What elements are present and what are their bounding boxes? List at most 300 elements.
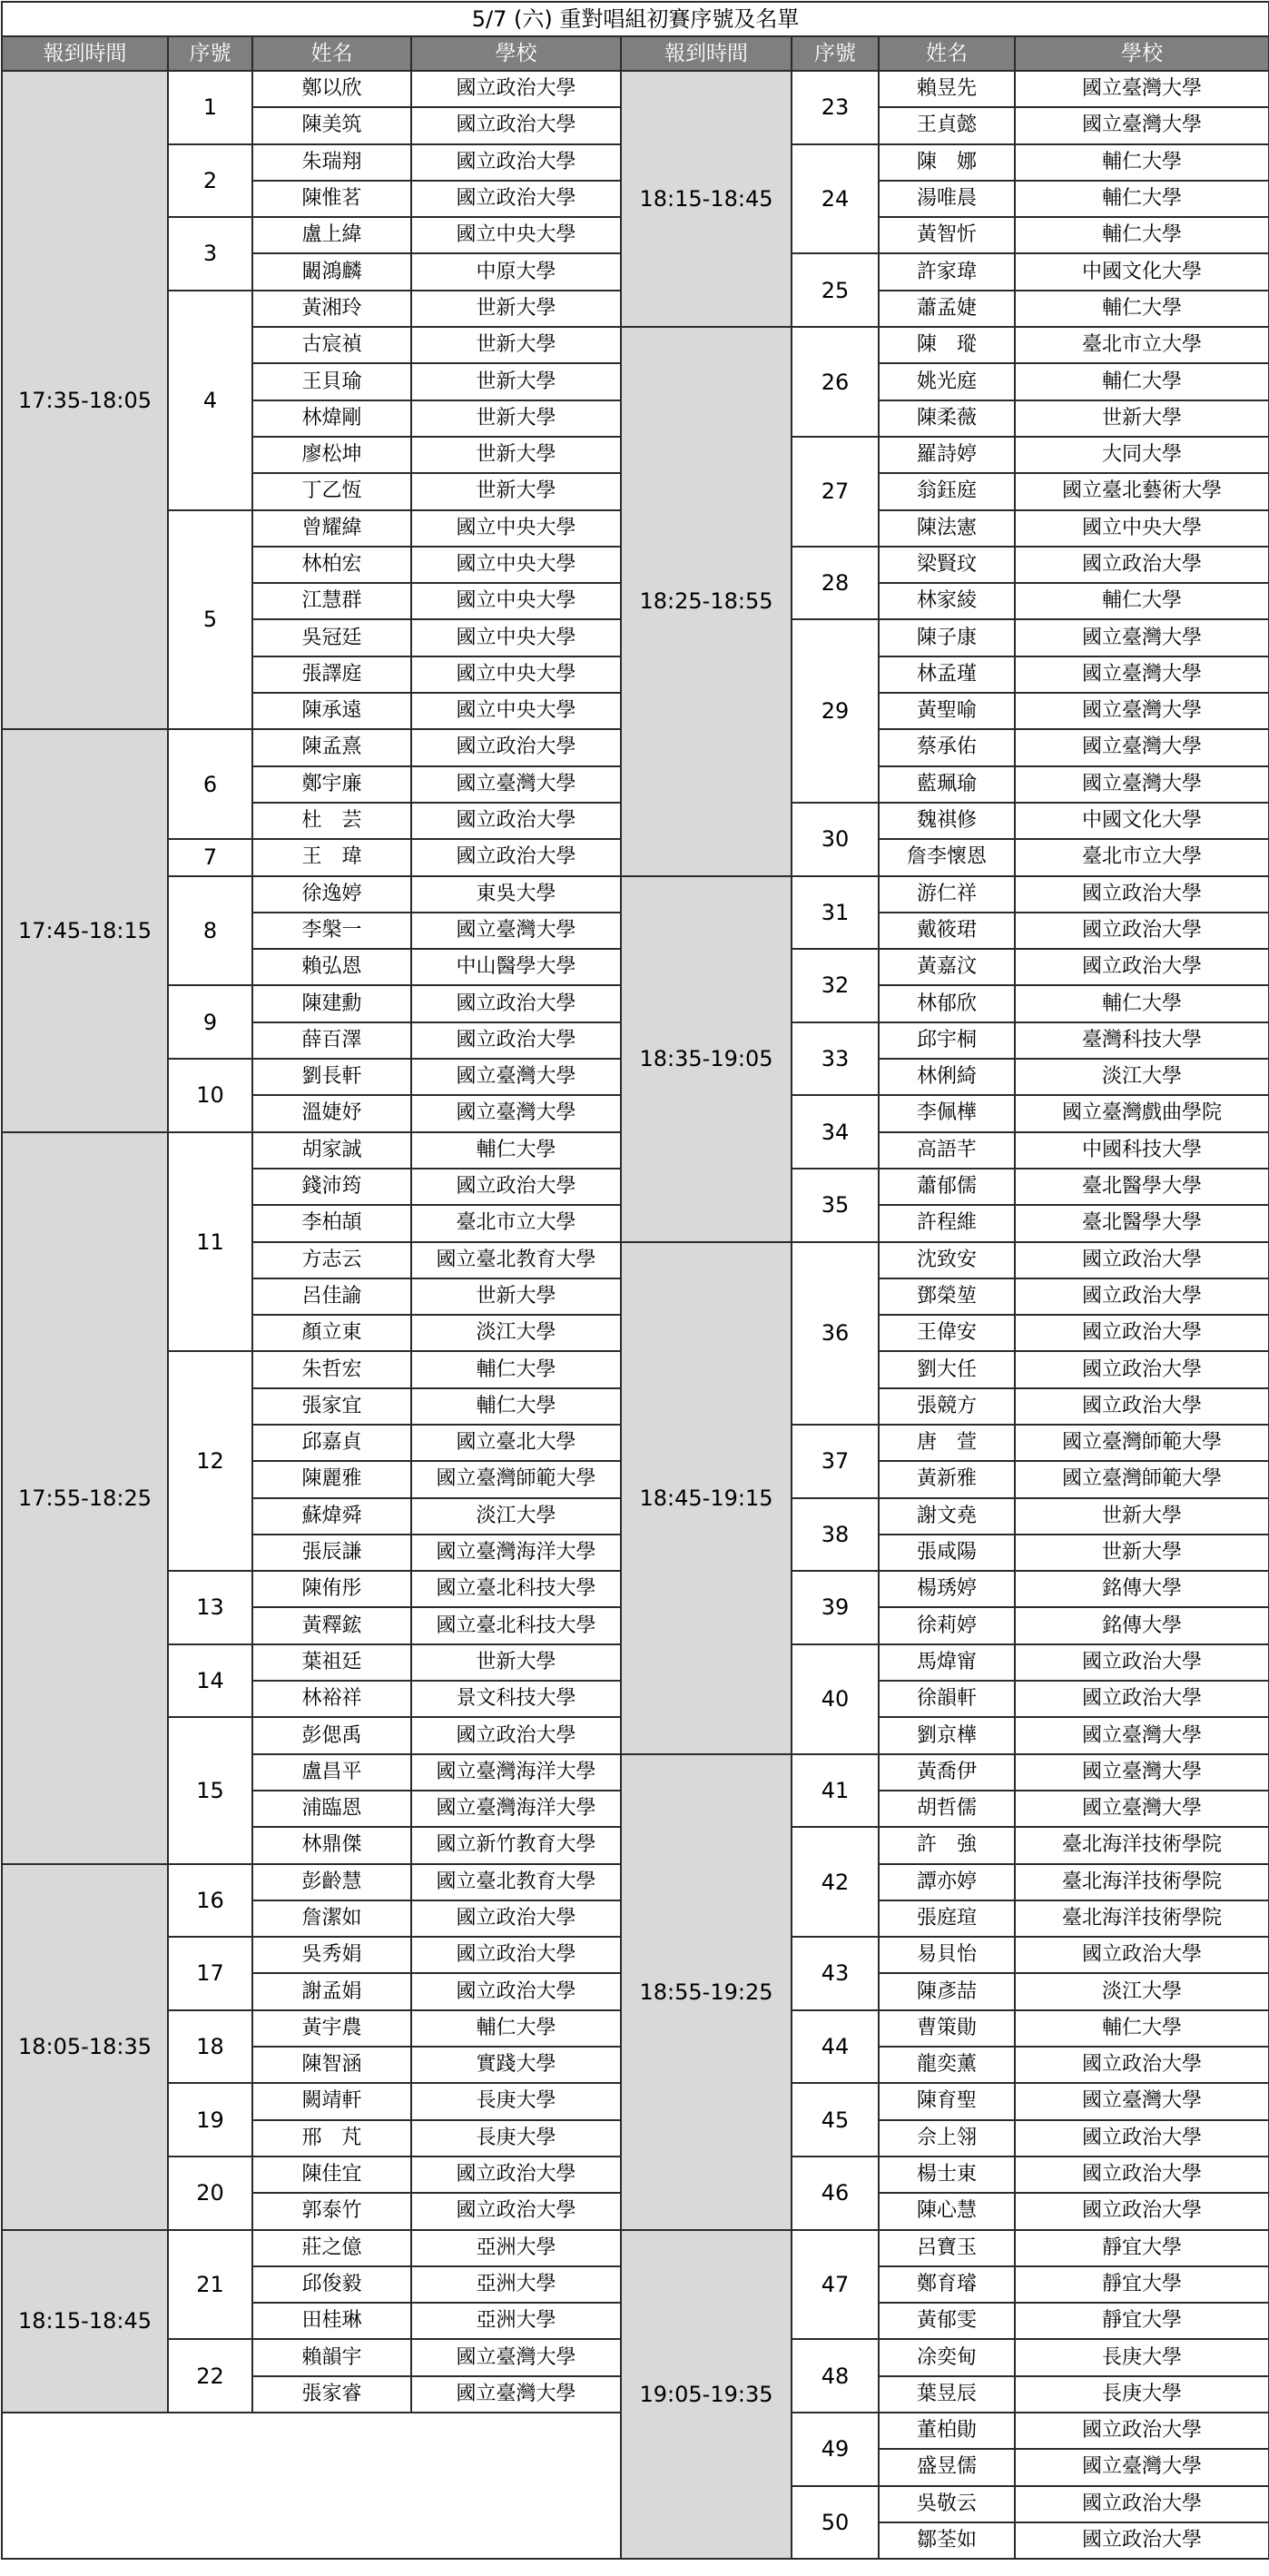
header-school: 學校 xyxy=(1015,36,1269,71)
member-school: 國立中央大學 xyxy=(411,583,621,619)
member-name: 方志云 xyxy=(252,1242,411,1278)
member-school: 臺北海洋技術學院 xyxy=(1015,1827,1269,1863)
member-name: 張庭瑄 xyxy=(879,1900,1015,1937)
member-school: 國立臺灣師範大學 xyxy=(1015,1425,1269,1461)
member-name: 陳智涵 xyxy=(252,2047,411,2083)
member-name: 馬煒甯 xyxy=(879,1644,1015,1681)
member-school: 臺北市立大學 xyxy=(1015,327,1269,363)
group-seq-number: 20 xyxy=(168,2157,252,2230)
member-name: 黃嘉汶 xyxy=(879,949,1015,985)
member-school: 亞洲大學 xyxy=(411,2266,621,2303)
member-name: 謝文堯 xyxy=(879,1498,1015,1535)
member-school: 靜宜大學 xyxy=(1015,2266,1269,2303)
member-name: 黃聖喻 xyxy=(879,693,1015,729)
member-name: 王偉安 xyxy=(879,1315,1015,1351)
member-school: 國立政治大學 xyxy=(411,1717,621,1753)
member-name: 呂佳諭 xyxy=(252,1278,411,1315)
member-name: 徐韻軒 xyxy=(879,1681,1015,1717)
member-school: 國立臺灣大學 xyxy=(411,1095,621,1131)
checkin-time: 17:45-18:15 xyxy=(2,729,168,1131)
member-name: 陳柔薇 xyxy=(879,400,1015,437)
group-seq-number: 7 xyxy=(168,839,252,875)
member-school: 國立臺北科技大學 xyxy=(411,1607,621,1643)
member-school: 國立政治大學 xyxy=(411,2193,621,2229)
member-school: 國立中央大學 xyxy=(411,619,621,656)
member-name: 陳 娜 xyxy=(879,144,1015,181)
group-seq-number: 36 xyxy=(792,1242,879,1425)
member-school: 景文科技大學 xyxy=(411,1681,621,1717)
member-name: 陳建勳 xyxy=(252,985,411,1022)
member-school: 國立政治大學 xyxy=(1015,1278,1269,1315)
group-seq-number: 28 xyxy=(792,547,879,620)
member-name: 賴弘恩 xyxy=(252,949,411,985)
member-name: 古宸禎 xyxy=(252,327,411,363)
member-school: 輔仁大學 xyxy=(1015,181,1269,217)
group-seq-number: 45 xyxy=(792,2083,879,2157)
member-school: 國立臺灣大學 xyxy=(1015,71,1269,107)
group-seq-number: 47 xyxy=(792,2230,879,2340)
member-name: 錢沛筠 xyxy=(252,1169,411,1205)
header-name: 姓名 xyxy=(879,36,1015,71)
member-school: 臺北醫學大學 xyxy=(1015,1205,1269,1241)
member-name: 吳冠廷 xyxy=(252,619,411,656)
member-school: 國立政治大學 xyxy=(1015,1351,1269,1387)
member-name: 陳彥喆 xyxy=(879,1973,1015,2009)
member-name: 朱瑞翔 xyxy=(252,144,411,181)
group-seq-number: 3 xyxy=(168,217,252,291)
table-row xyxy=(2,71,1269,107)
member-school: 世新大學 xyxy=(1015,400,1269,437)
member-school: 國立臺灣大學 xyxy=(1015,766,1269,803)
member-name: 田桂琳 xyxy=(252,2303,411,2339)
checkin-time: 18:45-19:15 xyxy=(621,1242,792,1754)
group-seq-number: 33 xyxy=(792,1022,879,1096)
member-name: 黃新雅 xyxy=(879,1461,1015,1497)
member-name: 沈致安 xyxy=(879,1242,1015,1278)
member-name: 薛百澤 xyxy=(252,1022,411,1059)
header-school: 學校 xyxy=(411,36,621,71)
member-school: 國立政治大學 xyxy=(411,1900,621,1937)
member-name: 張競方 xyxy=(879,1388,1015,1425)
member-name: 陳侑彤 xyxy=(252,1571,411,1607)
group-seq-number: 24 xyxy=(792,144,879,254)
member-school: 國立臺灣海洋大學 xyxy=(411,1791,621,1827)
member-school: 輔仁大學 xyxy=(411,2010,621,2047)
member-name: 黃釋鋐 xyxy=(252,1607,411,1643)
member-name: 譚亦婷 xyxy=(879,1864,1015,1900)
member-school: 國立臺灣大學 xyxy=(1015,1791,1269,1827)
member-name: 陳承遠 xyxy=(252,693,411,729)
member-name: 龍奕薰 xyxy=(879,2047,1015,2083)
member-name: 張譯庭 xyxy=(252,656,411,693)
member-name: 陳麗雅 xyxy=(252,1461,411,1497)
member-name: 盧昌平 xyxy=(252,1754,411,1791)
member-name: 游仁祥 xyxy=(879,876,1015,913)
header-row xyxy=(2,36,1269,71)
member-name: 郭泰竹 xyxy=(252,2193,411,2229)
member-school: 國立政治大學 xyxy=(411,985,621,1022)
member-name: 李柏頡 xyxy=(252,1205,411,1241)
member-school: 實踐大學 xyxy=(411,2047,621,2083)
member-school: 國立臺灣大學 xyxy=(1015,619,1269,656)
member-school: 國立臺灣大學 xyxy=(1015,2449,1269,2485)
member-name: 曾耀緯 xyxy=(252,510,411,547)
member-school: 淡江大學 xyxy=(411,1315,621,1351)
member-name: 杜 芸 xyxy=(252,803,411,839)
member-school: 中國科技大學 xyxy=(1015,1132,1269,1169)
checkin-time: 18:25-18:55 xyxy=(621,327,792,875)
member-school: 國立中央大學 xyxy=(411,693,621,729)
member-school: 國立政治大學 xyxy=(1015,1681,1269,1717)
group-seq-number: 8 xyxy=(168,876,252,986)
member-name: 林俐綺 xyxy=(879,1059,1015,1095)
member-school: 國立政治大學 xyxy=(411,144,621,181)
member-name: 蔡承佑 xyxy=(879,729,1015,765)
group-seq-number: 21 xyxy=(168,2230,252,2340)
member-school: 國立政治大學 xyxy=(411,2157,621,2193)
member-school: 國立政治大學 xyxy=(411,71,621,107)
member-name: 張辰謙 xyxy=(252,1535,411,1571)
group-seq-number: 39 xyxy=(792,1571,879,1644)
member-name: 張家睿 xyxy=(252,2376,411,2413)
group-seq-number: 35 xyxy=(792,1169,879,1242)
member-school: 靜宜大學 xyxy=(1015,2303,1269,2339)
member-school: 國立臺灣戲曲學院 xyxy=(1015,1095,1269,1131)
group-seq-number: 12 xyxy=(168,1351,252,1571)
member-name: 徐逸婷 xyxy=(252,876,411,913)
member-school: 國立臺灣大學 xyxy=(1015,2083,1269,2119)
member-name: 林孟瑾 xyxy=(879,656,1015,693)
member-school: 國立政治大學 xyxy=(1015,1937,1269,1973)
member-school: 大同大學 xyxy=(1015,437,1269,473)
group-seq-number: 2 xyxy=(168,144,252,218)
member-name: 陳心慧 xyxy=(879,2193,1015,2229)
member-name: 許家瑋 xyxy=(879,253,1015,290)
member-name: 黃宇農 xyxy=(252,2010,411,2047)
member-name: 陳 瑽 xyxy=(879,327,1015,363)
member-school: 靜宜大學 xyxy=(1015,2230,1269,2266)
member-school: 亞洲大學 xyxy=(411,2230,621,2266)
checkin-time: 18:05-18:35 xyxy=(2,1864,168,2230)
member-school: 國立臺北教育大學 xyxy=(411,1242,621,1278)
member-school: 輔仁大學 xyxy=(1015,2010,1269,2047)
member-name: 丁乙恆 xyxy=(252,473,411,509)
table-body xyxy=(2,71,1269,2559)
member-name: 陳孟熹 xyxy=(252,729,411,765)
member-school: 國立臺灣大學 xyxy=(411,1059,621,1095)
member-school: 國立政治大學 xyxy=(411,1169,621,1205)
member-school: 國立中央大學 xyxy=(411,510,621,547)
member-name: 謝孟娟 xyxy=(252,1973,411,2009)
member-school: 中山醫學大學 xyxy=(411,949,621,985)
group-seq-number: 27 xyxy=(792,437,879,547)
member-school: 東吳大學 xyxy=(411,876,621,913)
member-school: 輔仁大學 xyxy=(1015,985,1269,1022)
member-school: 國立政治大學 xyxy=(1015,2486,1269,2522)
member-school: 國立臺灣大學 xyxy=(1015,656,1269,693)
member-name: 陳法憲 xyxy=(879,510,1015,547)
member-school: 中國文化大學 xyxy=(1015,253,1269,290)
member-school: 銘傳大學 xyxy=(1015,1571,1269,1607)
member-school: 國立臺灣大學 xyxy=(411,766,621,803)
member-school: 臺北市立大學 xyxy=(1015,839,1269,875)
member-name: 湯唯晨 xyxy=(879,181,1015,217)
header-seq: 序號 xyxy=(168,36,252,71)
member-name: 邱俊毅 xyxy=(252,2266,411,2303)
member-name: 詹潔如 xyxy=(252,1900,411,1937)
member-name: 呂寶玉 xyxy=(879,2230,1015,2266)
checkin-time: 17:35-18:05 xyxy=(2,71,168,729)
member-school: 世新大學 xyxy=(411,327,621,363)
member-name: 王貞懿 xyxy=(879,107,1015,143)
member-name: 黃喬伊 xyxy=(879,1754,1015,1791)
group-seq-number: 46 xyxy=(792,2157,879,2230)
group-seq-number: 49 xyxy=(792,2413,879,2486)
member-school: 輔仁大學 xyxy=(411,1351,621,1387)
member-name: 林鼎傑 xyxy=(252,1827,411,1863)
header-name: 姓名 xyxy=(252,36,411,71)
member-name: 吳秀娟 xyxy=(252,1937,411,1973)
member-school: 國立政治大學 xyxy=(411,839,621,875)
member-school: 國立政治大學 xyxy=(411,1937,621,1973)
member-school: 長庚大學 xyxy=(411,2120,621,2157)
member-school: 世新大學 xyxy=(1015,1498,1269,1535)
member-name: 翁鈺庭 xyxy=(879,473,1015,509)
member-school: 國立臺灣大學 xyxy=(411,2376,621,2413)
member-name: 羅詩婷 xyxy=(879,437,1015,473)
member-name: 盛昱儒 xyxy=(879,2449,1015,2485)
member-name: 黃智忻 xyxy=(879,217,1015,253)
member-name: 胡家誠 xyxy=(252,1132,411,1169)
member-school: 國立臺灣師範大學 xyxy=(1015,1461,1269,1497)
member-name: 闕靖軒 xyxy=(252,2083,411,2119)
member-name: 林郁欣 xyxy=(879,985,1015,1022)
member-school: 淡江大學 xyxy=(1015,1973,1269,2009)
member-name: 戴筱珺 xyxy=(879,913,1015,949)
group-seq-number: 34 xyxy=(792,1095,879,1169)
group-seq-number: 10 xyxy=(168,1059,252,1132)
group-seq-number: 1 xyxy=(168,71,252,144)
empty-cell xyxy=(2,2413,621,2559)
member-name: 高語芊 xyxy=(879,1132,1015,1169)
member-school: 國立臺北教育大學 xyxy=(411,1864,621,1900)
member-name: 陳佳宜 xyxy=(252,2157,411,2193)
member-name: 邱宇桐 xyxy=(879,1022,1015,1059)
member-school: 國立臺北大學 xyxy=(411,1425,621,1461)
table-row xyxy=(2,876,1269,913)
member-school: 臺灣科技大學 xyxy=(1015,1022,1269,1059)
member-school: 國立政治大學 xyxy=(1015,2522,1269,2559)
member-school: 世新大學 xyxy=(411,363,621,400)
member-school: 國立政治大學 xyxy=(1015,1388,1269,1425)
group-seq-number: 23 xyxy=(792,71,879,144)
member-school: 臺北醫學大學 xyxy=(1015,1169,1269,1205)
member-name: 楊士東 xyxy=(879,2157,1015,2193)
group-seq-number: 25 xyxy=(792,253,879,327)
group-seq-number: 50 xyxy=(792,2486,879,2560)
member-name: 林柏宏 xyxy=(252,547,411,583)
member-name: 董柏勛 xyxy=(879,2413,1015,2449)
member-name: 張家宜 xyxy=(252,1388,411,1425)
group-seq-number: 11 xyxy=(168,1132,252,1352)
member-school: 國立中央大學 xyxy=(411,656,621,693)
member-name: 楊琇婷 xyxy=(879,1571,1015,1607)
checkin-time: 18:15-18:45 xyxy=(2,2230,168,2413)
member-school: 國立臺北科技大學 xyxy=(411,1571,621,1607)
member-school: 輔仁大學 xyxy=(411,1132,621,1169)
schedule-sheet xyxy=(1,1,1268,2572)
group-seq-number: 17 xyxy=(168,1937,252,2010)
member-name: 徐莉婷 xyxy=(879,1607,1015,1643)
group-seq-number: 6 xyxy=(168,729,252,839)
member-school: 國立政治大學 xyxy=(1015,913,1269,949)
member-school: 國立臺灣大學 xyxy=(1015,729,1269,765)
checkin-time: 17:55-18:25 xyxy=(2,1132,168,1864)
member-school: 輔仁大學 xyxy=(1015,144,1269,181)
member-name: 李佩樺 xyxy=(879,1095,1015,1131)
member-name: 賴昱先 xyxy=(879,71,1015,107)
member-name: 唐 萱 xyxy=(879,1425,1015,1461)
member-school: 國立政治大學 xyxy=(411,107,621,143)
member-school: 世新大學 xyxy=(411,291,621,327)
member-name: 魏祺修 xyxy=(879,803,1015,839)
member-school: 淡江大學 xyxy=(1015,1059,1269,1095)
group-seq-number: 15 xyxy=(168,1717,252,1863)
member-name: 彭偲禹 xyxy=(252,1717,411,1753)
member-name: 陳子康 xyxy=(879,619,1015,656)
member-name: 李槃一 xyxy=(252,913,411,949)
member-school: 國立臺灣大學 xyxy=(411,913,621,949)
member-school: 輔仁大學 xyxy=(411,1388,621,1425)
member-name: 邱嘉貞 xyxy=(252,1425,411,1461)
member-name: 梁賢玟 xyxy=(879,547,1015,583)
member-school: 國立政治大學 xyxy=(1015,1242,1269,1278)
member-name: 賴韻宇 xyxy=(252,2339,411,2375)
group-seq-number: 13 xyxy=(168,1571,252,1644)
header-checkin-time: 報到時間 xyxy=(2,36,168,71)
member-name: 蕭孟婕 xyxy=(879,291,1015,327)
member-name: 藍珮瑜 xyxy=(879,766,1015,803)
member-name: 浦臨恩 xyxy=(252,1791,411,1827)
member-school: 銘傳大學 xyxy=(1015,1607,1269,1643)
checkin-time: 18:35-19:05 xyxy=(621,876,792,1242)
member-school: 國立政治大學 xyxy=(1015,876,1269,913)
schedule-table xyxy=(1,1,1269,2560)
member-name: 陳育聖 xyxy=(879,2083,1015,2119)
member-name: 張咸陽 xyxy=(879,1535,1015,1571)
member-school: 輔仁大學 xyxy=(1015,291,1269,327)
member-name: 林裕祥 xyxy=(252,1681,411,1717)
member-name: 鄒荃如 xyxy=(879,2522,1015,2559)
member-name: 吳敬云 xyxy=(879,2486,1015,2522)
group-seq-number: 9 xyxy=(168,985,252,1059)
group-seq-number: 37 xyxy=(792,1425,879,1498)
group-seq-number: 43 xyxy=(792,1937,879,2010)
member-name: 陳美筑 xyxy=(252,107,411,143)
group-seq-number: 41 xyxy=(792,1754,879,1828)
member-name: 盧上緯 xyxy=(252,217,411,253)
member-school: 國立臺北藝術大學 xyxy=(1015,473,1269,509)
member-school: 世新大學 xyxy=(1015,1535,1269,1571)
table-row xyxy=(2,2230,1269,2266)
member-name: 劉長軒 xyxy=(252,1059,411,1095)
member-name: 林煒剛 xyxy=(252,400,411,437)
member-school: 臺北市立大學 xyxy=(411,1205,621,1241)
member-name: 江慧群 xyxy=(252,583,411,619)
member-school: 世新大學 xyxy=(411,400,621,437)
checkin-time: 18:55-19:25 xyxy=(621,1754,792,2230)
member-name: 林家綾 xyxy=(879,583,1015,619)
member-school: 國立中央大學 xyxy=(411,217,621,253)
group-seq-number: 31 xyxy=(792,876,879,950)
member-name: 黃湘玲 xyxy=(252,291,411,327)
member-school: 長庚大學 xyxy=(1015,2339,1269,2375)
member-name: 曹策勛 xyxy=(879,2010,1015,2047)
member-school: 國立政治大學 xyxy=(1015,2120,1269,2157)
member-name: 邢 芃 xyxy=(252,2120,411,2157)
member-school: 輔仁大學 xyxy=(1015,583,1269,619)
member-school: 淡江大學 xyxy=(411,1498,621,1535)
member-school: 長庚大學 xyxy=(411,2083,621,2119)
member-school: 世新大學 xyxy=(411,437,621,473)
group-seq-number: 14 xyxy=(168,1644,252,1718)
member-name: 鄭育璿 xyxy=(879,2266,1015,2303)
group-seq-number: 4 xyxy=(168,291,252,510)
group-seq-number: 48 xyxy=(792,2339,879,2413)
member-name: 詹李懷恩 xyxy=(879,839,1015,875)
member-school: 世新大學 xyxy=(411,1278,621,1315)
member-school: 長庚大學 xyxy=(1015,2376,1269,2413)
group-seq-number: 40 xyxy=(792,1644,879,1754)
member-school: 國立政治大學 xyxy=(1015,2047,1269,2083)
checkin-time: 18:15-18:45 xyxy=(621,71,792,327)
member-school: 國立臺灣大學 xyxy=(1015,1717,1269,1753)
group-seq-number: 30 xyxy=(792,803,879,876)
group-seq-number: 18 xyxy=(168,2010,252,2084)
member-name: 胡哲儒 xyxy=(879,1791,1015,1827)
member-school: 國立臺灣師範大學 xyxy=(411,1461,621,1497)
member-name: 佘上翎 xyxy=(879,2120,1015,2157)
member-name: 凃奕甸 xyxy=(879,2339,1015,2375)
member-school: 國立中央大學 xyxy=(1015,510,1269,547)
group-seq-number: 16 xyxy=(168,1864,252,1938)
member-name: 王 瑋 xyxy=(252,839,411,875)
member-name: 鄧榮堃 xyxy=(879,1278,1015,1315)
member-school: 國立政治大學 xyxy=(1015,2413,1269,2449)
member-school: 國立中央大學 xyxy=(411,547,621,583)
member-school: 國立政治大學 xyxy=(1015,2157,1269,2193)
member-name: 朱哲宏 xyxy=(252,1351,411,1387)
member-name: 姚光庭 xyxy=(879,363,1015,400)
group-seq-number: 19 xyxy=(168,2083,252,2157)
member-school: 國立政治大學 xyxy=(411,181,621,217)
page-title: 5/7 (六) 重對唱組初賽序號及名單 xyxy=(2,2,1269,36)
group-seq-number: 38 xyxy=(792,1498,879,1572)
member-name: 蕭郁儒 xyxy=(879,1169,1015,1205)
member-name: 許程維 xyxy=(879,1205,1015,1241)
member-school: 國立政治大學 xyxy=(1015,1644,1269,1681)
group-seq-number: 22 xyxy=(168,2339,252,2413)
member-school: 國立政治大學 xyxy=(1015,2193,1269,2229)
member-name: 鄭宇廉 xyxy=(252,766,411,803)
member-school: 國立政治大學 xyxy=(1015,949,1269,985)
member-school: 國立政治大學 xyxy=(411,1973,621,2009)
member-school: 國立新竹教育大學 xyxy=(411,1827,621,1863)
header-checkin-time: 報到時間 xyxy=(621,36,792,71)
group-seq-number: 44 xyxy=(792,2010,879,2084)
member-school: 國立政治大學 xyxy=(411,1022,621,1059)
member-name: 陳惟茗 xyxy=(252,181,411,217)
